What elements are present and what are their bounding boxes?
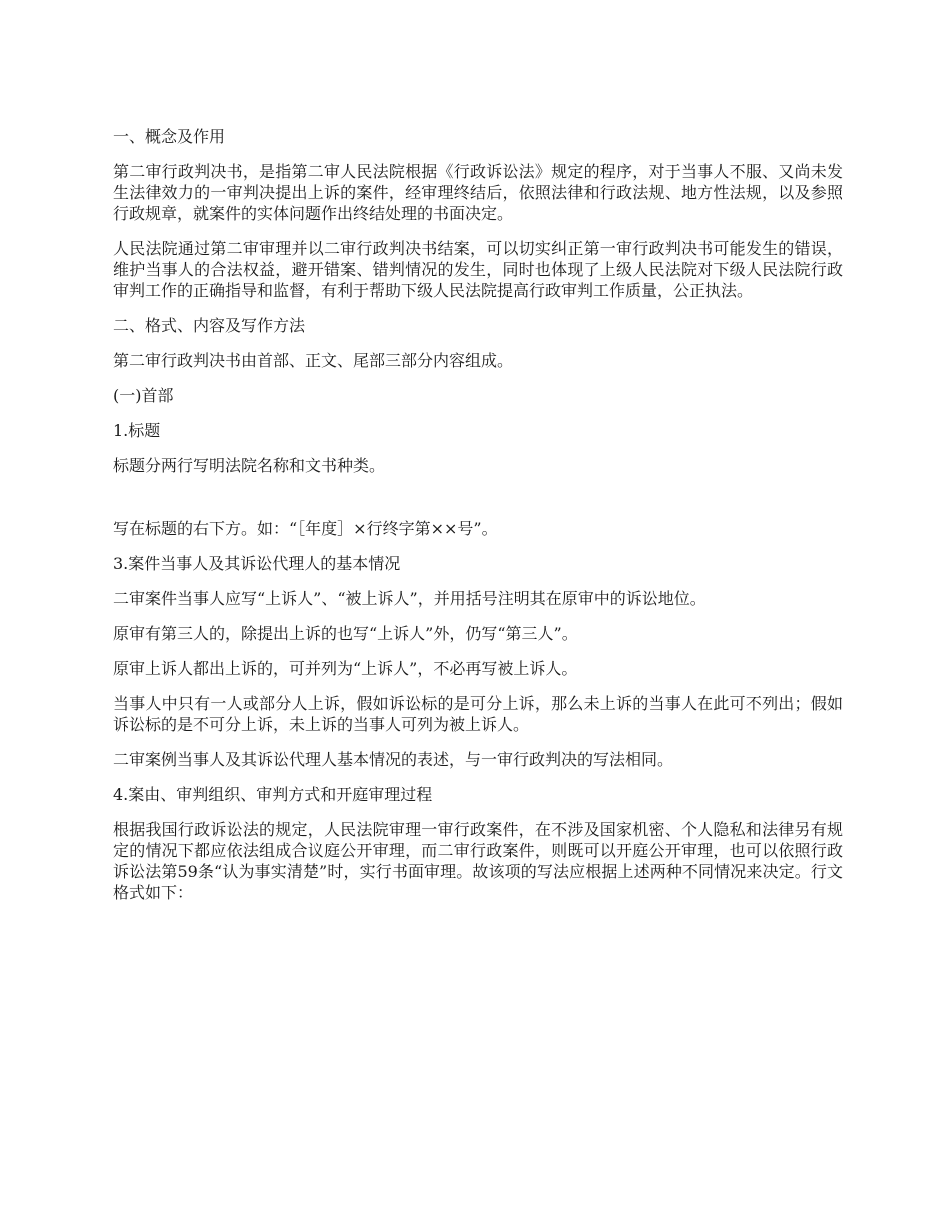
paragraph-case-number: 写在标题的右下方。如：“［年度］×行终字第××号”。 <box>113 519 498 538</box>
paragraph-parties-3: 原审上诉人都出上诉的，可并列为“上诉人”，不必再写被上诉人。 <box>113 659 578 678</box>
item-heading-cause: 4.案由、审判组织、审判方式和开庭审理过程 <box>113 785 433 804</box>
item-heading-parties: 3.案件当事人及其诉讼代理人的基本情况 <box>113 554 401 573</box>
paragraph-parties-2: 原审有第三人的，除提出上诉的也写“上诉人”外，仍写“第三人”。 <box>113 624 578 643</box>
subheading-header-part: (一)首部 <box>113 386 174 405</box>
paragraph-parties-1: 二审案件当事人应写“上诉人”、“被上诉人”，并用括号注明其在原审中的诉讼地位。 <box>113 589 706 608</box>
section-heading-concept: 一、概念及作用 <box>113 127 226 146</box>
paragraph-parties-4: 当事人中只有一人或部分人上诉，假如诉讼标的是可分上诉，那么未上诉的当事人在此可不列出；假如诉讼标的是不可分上诉，未上诉的当事人可列为被上诉人。 <box>113 694 843 734</box>
item-heading-title: 1.标题 <box>113 421 161 440</box>
paragraph-trial-method: 根据我国行政诉讼法的规定，人民法院审理一审行政案件，在不涉及国家机密、个人隐私和法律另有规定的情况下都应依法组成合议庭公开审理，而二审行政案件，则既可以开庭公开审理，也可以依照行政诉讼法第59条“认为事实清楚”时，实行书面审理。故该项的写法应根据上述两种不同情况来决定。行文格式如下： <box>113 820 843 902</box>
paragraph-title-rule: 标题分两行写明法院名称和文书种类。 <box>113 456 386 475</box>
document-body <box>113 126 843 917</box>
paragraph-parties-5: 二审案例当事人及其诉讼代理人基本情况的表述，与一审行政判决的写法相同。 <box>113 750 674 769</box>
section-heading-format: 二、格式、内容及写作方法 <box>113 316 306 335</box>
paragraph-purpose: 人民法院通过第二审审理并以二审行政判决书结案，可以切实纠正第一审行政判决书可能发生的错误，维护当事人的合法权益，避开错案、错判情况的发生，同时也体现了上级人民法院对下级人民法院行政审判工作的正确指导和监督，有利于帮助下级人民法院提高行政审判工作质量，公正执法。 <box>113 239 843 300</box>
paragraph-structure: 第二审行政判决书由首部、正文、尾部三部分内容组成。 <box>113 351 514 370</box>
paragraph-definition: 第二审行政判决书，是指第二审人民法院根据《行政诉讼法》规定的程序，对于当事人不服、又尚未发生法律效力的一审判决提出上诉的案件，经审理终结后，依照法律和行政法规、地方性法规，以及参照行政规章，就案件的实体问题作出终结处理的书面决定。 <box>113 162 843 223</box>
